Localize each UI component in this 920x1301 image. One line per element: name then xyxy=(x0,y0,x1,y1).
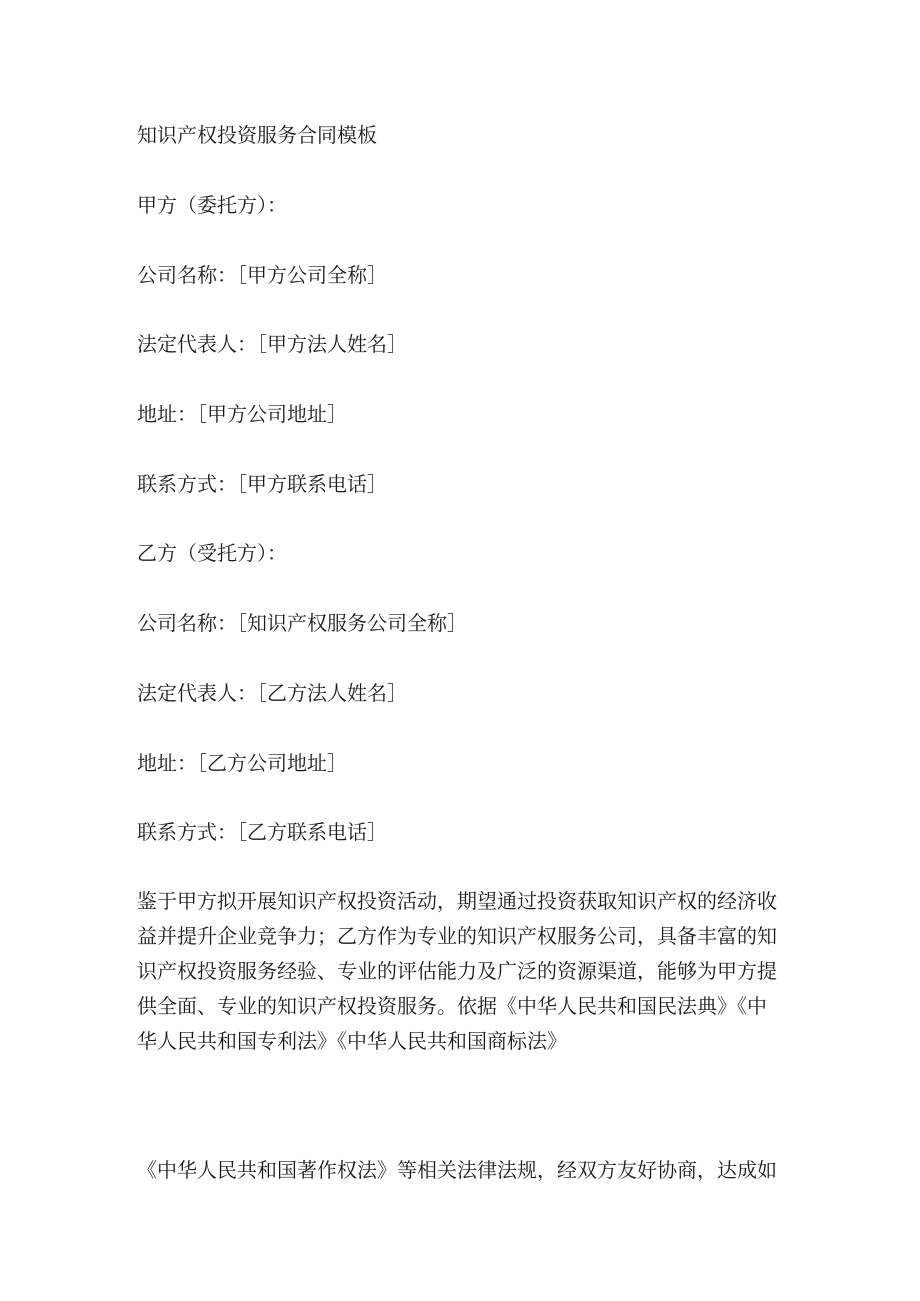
preamble-paragraph xyxy=(137,884,787,1059)
party-a-company-name: 公司名称：［甲方公司全称］ xyxy=(137,263,387,287)
party-a-heading: 甲方（委托方）： xyxy=(137,193,287,217)
party-a-legal-representative: 法定代表人：［甲方法人姓名］ xyxy=(137,332,407,356)
party-a-address: 地址：［甲方公司地址］ xyxy=(137,402,347,426)
preamble-line: 鉴于甲方拟开展知识产权投资活动，期望通过投资获取知识产权的经济收 xyxy=(137,889,777,913)
continuation-line: 《中华人民共和国著作权法》等相关法律法规，经双方友好协商，达成如 xyxy=(137,1158,777,1182)
preamble-line: 识产权投资服务经验、专业的评估能力及广泛的资源渠道，能够为甲方提 xyxy=(137,959,777,983)
party-b-contact: 联系方式：［乙方联系电话］ xyxy=(137,820,387,844)
preamble-line: 益并提升企业竞争力；乙方作为专业的知识产权服务公司，具备丰富的知 xyxy=(137,924,777,948)
party-a-contact: 联系方式：［甲方联系电话］ xyxy=(137,472,387,496)
party-b-company-name: 公司名称：［知识产权服务公司全称］ xyxy=(137,611,467,635)
party-b-heading: 乙方（受托方）： xyxy=(137,541,287,565)
document-title: 知识产权投资服务合同模板 xyxy=(137,123,377,147)
preamble-line: 华人民共和国专利法》《中华人民共和国商标法》 xyxy=(137,1029,567,1053)
party-b-legal-representative: 法定代表人：［乙方法人姓名］ xyxy=(137,681,407,705)
party-b-address: 地址：［乙方公司地址］ xyxy=(137,751,347,775)
preamble-line: 供全面、专业的知识产权投资服务。依据《中华人民共和国民法典》《中 xyxy=(137,994,767,1018)
